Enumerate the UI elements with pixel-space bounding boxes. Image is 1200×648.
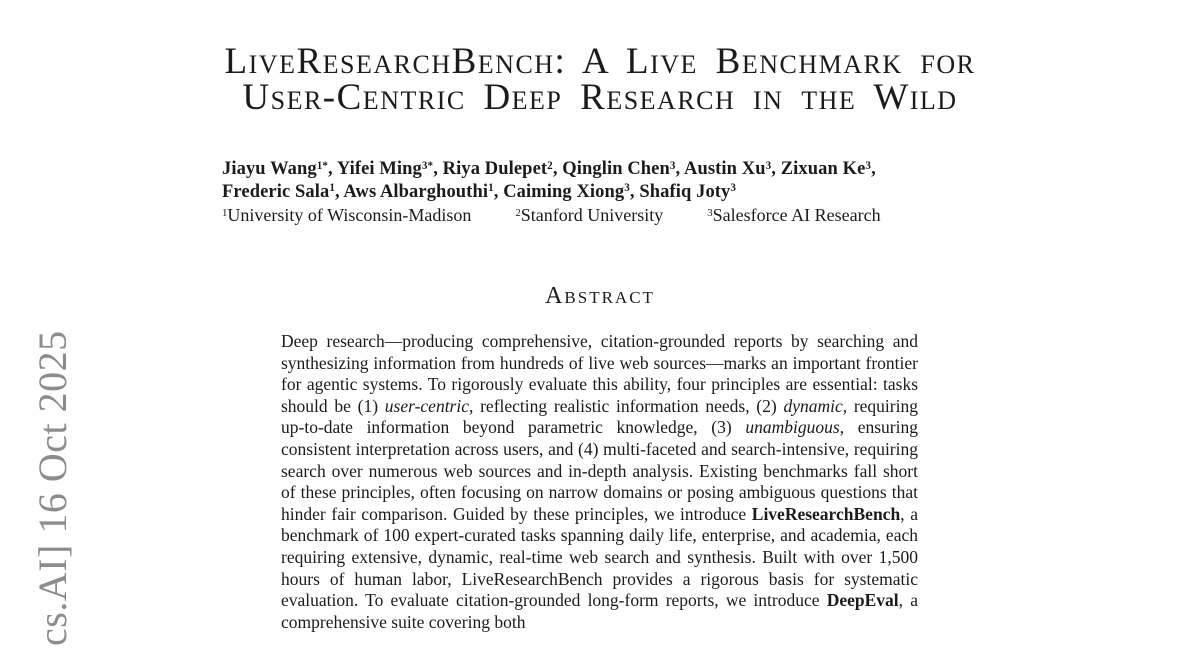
author-name: Zixuan Ke: [780, 159, 866, 179]
author-name: Riya Dulepet: [442, 159, 548, 179]
author-name: Qinglin Chen: [562, 159, 670, 179]
paper-title: [0, 41, 1200, 118]
affiliation-name: Stanford University: [520, 205, 664, 225]
abstract-text-run: , a benchmark of 100 expert-curated tasks spanning daily life, enterprise, and academia, each requiring extensive, dynamic, real-time web search and synthesis. Built with over 1,500 hours of human labor, LiveResearchBench provides a rigorous basis for systematic evaluation. To evaluate citation-grounded long-form reports, we introduce: [281, 503, 918, 611]
affiliation: [707, 205, 880, 225]
abstract-text-run: Deep research—producing comprehensive, citation-grounded reports by searching and synthesizing information from hundreds of live web sources—marks an important frontier for agentic systems. To rigorously evaluate this ability, four principles are essential: tasks should be (1): [281, 331, 918, 416]
abstract-italic-term: user-centric: [384, 395, 469, 416]
author-affiliation-superscript: 1: [488, 182, 494, 195]
author-affiliation-superscript: 1: [329, 182, 335, 195]
author-affiliation-superscript: 3: [624, 182, 630, 195]
affiliation-superscript: 2: [515, 206, 521, 219]
author-line-1: Jiayu Wang$^{1*}$, Yifei Ming$^{3*}$, Riya Dulepet$^2$, Qinglin Chen$^3$, Austin Xu$^3$, Zixuan Ke$^3$,: [222, 159, 876, 179]
affiliation-line: [222, 204, 982, 226]
abstract-bold-term: DeepEval: [826, 590, 899, 611]
author-name: Austin Xu: [683, 159, 766, 179]
affiliation-superscript: 3: [707, 206, 713, 219]
abstract-text-run: , reflecting realistic information needs, (2): [469, 395, 784, 416]
abstract-heading: Abstract: [545, 283, 655, 309]
affiliation-name: University of Wisconsin-Madison: [227, 205, 472, 225]
author-name: Yifei Ming: [336, 159, 422, 179]
affiliation: [515, 205, 663, 225]
abstract-italic-term: dynamic: [783, 395, 843, 416]
affiliation-superscript: 1: [222, 206, 228, 219]
author-affiliation-superscript: 3: [669, 159, 676, 172]
author-name: Caiming Xiong: [503, 181, 625, 202]
author-line-2: Frederic Sala$^1$, Aws Albarghouthi$^1$, Caiming Xiong$^3$, Shafiq Joty$^3$: [222, 181, 737, 202]
arxiv-stamp-text: cs.AI] 16 Oct 2025: [30, 330, 75, 646]
author-affiliation-superscript: 3: [865, 159, 872, 172]
author-affiliation-superscript: 3: [765, 159, 772, 172]
author-affiliation-superscript: 2: [547, 159, 553, 172]
affiliation-name: Salesforce AI Research: [712, 205, 881, 225]
author-affiliation-superscript: 3*: [421, 159, 434, 172]
author-affiliation-superscript: 1*: [316, 159, 329, 172]
abstract-text-run: , a comprehensive suite covering both: [281, 590, 918, 632]
abstract-bold-term: LiveResearchBench: [751, 503, 901, 524]
author-affiliation-superscript: 3: [730, 182, 737, 195]
author-name: Shafiq Joty: [639, 181, 731, 202]
abstract-body: [281, 331, 918, 633]
author-block: [222, 158, 982, 226]
author-name: Aws Albarghouthi: [343, 181, 489, 202]
paper-title-line-1: LiveResearchBench: A Live Benchmark for: [224, 41, 976, 82]
paper-title-line-2: User-Centric Deep Research in the Wild: [242, 76, 958, 118]
author-name: Frederic Sala: [222, 181, 330, 202]
affiliation: [222, 205, 471, 225]
author-name: Jiayu Wang: [222, 159, 317, 179]
abstract-italic-term: unambiguous: [745, 417, 840, 438]
abstract-text-run: , ensuring consistent interpretation across users, and (4) multi-faceted and search-intensive, requiring search over numerous web sources and in-depth analysis. Existing benchmarks fall short of these principles, often focusing on narrow domains or posing ambiguous questions that hinder fair comparison. Guided by these principles, we introduce: [281, 417, 918, 524]
abstract-text-run: , requiring up-to-date information beyond parametric knowledge, (3): [281, 395, 918, 438]
